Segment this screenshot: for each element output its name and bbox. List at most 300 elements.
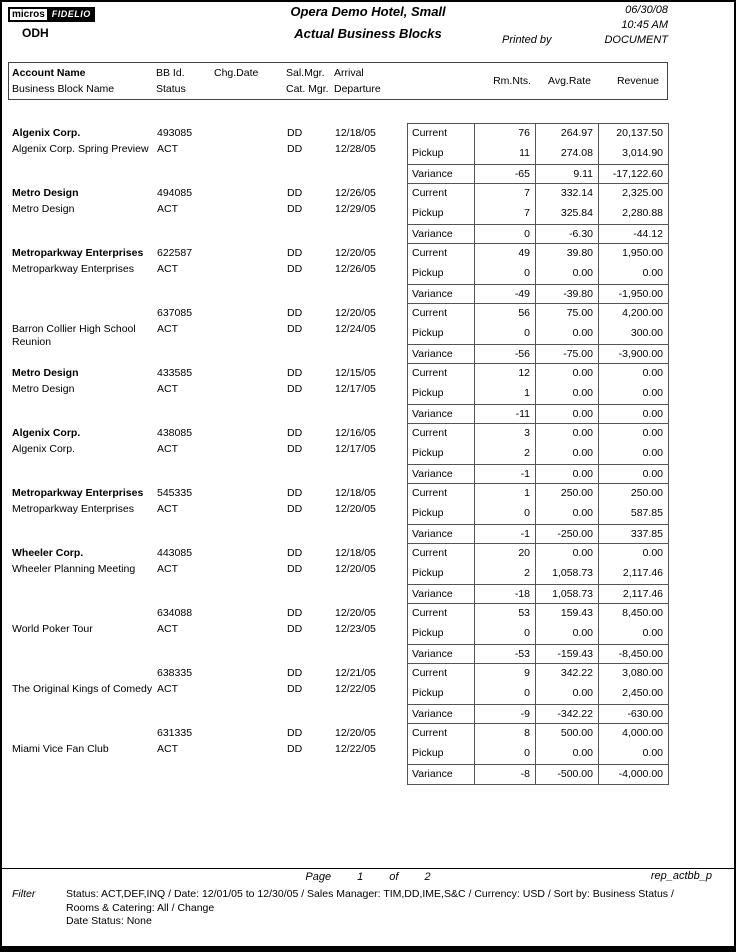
cat-mgr: DD xyxy=(287,383,303,395)
business-block-row xyxy=(8,483,670,543)
sal-mgr: DD xyxy=(287,307,303,319)
column-header-box xyxy=(8,62,668,100)
variance-row xyxy=(408,524,668,544)
current-avg-rate: 342.22 xyxy=(535,664,598,684)
current-label: Current xyxy=(412,547,448,559)
cat-mgr: DD xyxy=(287,503,303,515)
sal-mgr: DD xyxy=(287,607,303,619)
business-block-row xyxy=(8,363,670,423)
block-figures-table xyxy=(407,243,669,304)
block-figures-table xyxy=(407,663,669,724)
business-block-row xyxy=(8,603,670,663)
account-name: Wheeler Corp. xyxy=(12,547,84,559)
bb-id: 631335 xyxy=(157,727,193,739)
departure-date: 12/28/05 xyxy=(335,143,376,155)
variance-row xyxy=(408,644,668,664)
current-room-nights: 3 xyxy=(474,424,535,444)
current-row xyxy=(408,304,668,324)
current-revenue: 2,325.00 xyxy=(598,184,668,204)
variance-row xyxy=(408,464,668,484)
printed-by-value: DOCUMENT xyxy=(604,34,668,46)
arrival-date: 12/15/05 xyxy=(335,367,376,379)
page-total: 2 xyxy=(424,871,431,883)
bb-id: 634088 xyxy=(157,607,193,619)
current-avg-rate: 264.97 xyxy=(535,124,598,144)
page-info xyxy=(2,871,734,883)
pickup-avg-rate: 325.84 xyxy=(535,204,598,224)
pickup-row xyxy=(408,564,668,584)
current-room-nights: 56 xyxy=(474,304,535,324)
pickup-label: Pickup xyxy=(412,627,444,639)
arrival-date: 12/20/05 xyxy=(335,607,376,619)
bb-id: 438085 xyxy=(157,427,193,439)
property-code: ODH xyxy=(22,26,49,40)
departure-date: 12/20/05 xyxy=(335,563,376,575)
account-name: Metro Design xyxy=(12,367,79,379)
pickup-room-nights: 11 xyxy=(474,144,535,164)
bb-id: 545335 xyxy=(157,487,193,499)
variance-avg-rate: 1,058.73 xyxy=(535,585,598,604)
variance-revenue: -8,450.00 xyxy=(598,645,668,664)
pickup-avg-rate: 1,058.73 xyxy=(535,564,598,584)
pickup-label: Pickup xyxy=(412,387,444,399)
pickup-row xyxy=(408,204,668,224)
current-avg-rate: 0.00 xyxy=(535,364,598,384)
status: ACT xyxy=(157,683,178,695)
page-number: 1 xyxy=(357,871,364,883)
pickup-avg-rate: 0.00 xyxy=(535,504,598,524)
block-figures-table xyxy=(407,543,669,604)
pickup-label: Pickup xyxy=(412,267,444,279)
departure-date: 12/17/05 xyxy=(335,443,376,455)
pickup-avg-rate: 0.00 xyxy=(535,744,598,764)
account-name: Metroparkway Enterprises xyxy=(12,247,144,259)
departure-date: 12/17/05 xyxy=(335,383,376,395)
arrival-date: 12/26/05 xyxy=(335,187,376,199)
business-block-row xyxy=(8,543,670,603)
current-row xyxy=(408,724,668,744)
pickup-revenue: 3,014.90 xyxy=(598,144,668,164)
current-revenue: 0.00 xyxy=(598,424,668,444)
current-room-nights: 49 xyxy=(474,244,535,264)
col-bb-id: BB Id. xyxy=(156,67,185,79)
footer-divider xyxy=(2,868,734,869)
variance-label: Variance xyxy=(412,768,453,780)
page-of-label: of xyxy=(389,871,399,883)
bb-id: 637085 xyxy=(157,307,193,319)
col-cat-mgr: Cat. Mgr. xyxy=(286,83,329,95)
pickup-room-nights: 1 xyxy=(474,384,535,404)
pickup-row xyxy=(408,264,668,284)
pickup-label: Pickup xyxy=(412,147,444,159)
status: ACT xyxy=(157,263,178,275)
bb-id: 622587 xyxy=(157,247,193,259)
status: ACT xyxy=(157,143,178,155)
bb-id: 493085 xyxy=(157,127,193,139)
current-avg-rate: 332.14 xyxy=(535,184,598,204)
cat-mgr: DD xyxy=(287,743,303,755)
variance-room-nights: -56 xyxy=(474,345,535,364)
sal-mgr: DD xyxy=(287,667,303,679)
current-room-nights: 8 xyxy=(474,724,535,744)
filter-line-2: Date Status: None xyxy=(66,915,152,927)
hotel-name: Opera Demo Hotel, Small xyxy=(290,4,446,19)
cat-mgr: DD xyxy=(287,563,303,575)
variance-room-nights: -18 xyxy=(474,585,535,604)
pickup-avg-rate: 0.00 xyxy=(535,264,598,284)
variance-label: Variance xyxy=(412,588,453,600)
page-label: Page xyxy=(305,871,332,883)
business-block-name: The Original Kings of Comedy xyxy=(12,683,153,695)
current-room-nights: 20 xyxy=(474,544,535,564)
sal-mgr: DD xyxy=(287,487,303,499)
pickup-avg-rate: 0.00 xyxy=(535,444,598,464)
variance-room-nights: -49 xyxy=(474,285,535,304)
current-label: Current xyxy=(412,247,448,259)
current-avg-rate: 0.00 xyxy=(535,424,598,444)
col-arrival: Arrival xyxy=(334,67,364,79)
pickup-avg-rate: 0.00 xyxy=(535,324,598,344)
cat-mgr: DD xyxy=(287,683,303,695)
col-status: Status xyxy=(156,83,186,95)
variance-avg-rate: -250.00 xyxy=(535,525,598,544)
current-revenue: 0.00 xyxy=(598,544,668,564)
arrival-date: 12/21/05 xyxy=(335,667,376,679)
account-name: Algenix Corp. xyxy=(12,427,81,439)
pickup-avg-rate: 0.00 xyxy=(535,384,598,404)
variance-revenue: -630.00 xyxy=(598,705,668,724)
departure-date: 12/26/05 xyxy=(335,263,376,275)
variance-row xyxy=(408,164,668,184)
variance-label: Variance xyxy=(412,648,453,660)
variance-avg-rate: 0.00 xyxy=(535,465,598,484)
pickup-row xyxy=(408,504,668,524)
sal-mgr: DD xyxy=(287,247,303,259)
block-figures-table xyxy=(407,603,669,664)
current-revenue: 0.00 xyxy=(598,364,668,384)
account-name: Algenix Corp. xyxy=(12,127,81,139)
pickup-room-nights: 7 xyxy=(474,204,535,224)
col-departure: Departure xyxy=(334,83,381,95)
current-label: Current xyxy=(412,727,448,739)
variance-label: Variance xyxy=(412,348,453,360)
arrival-date: 12/20/05 xyxy=(335,247,376,259)
current-revenue: 1,950.00 xyxy=(598,244,668,264)
bb-id: 638335 xyxy=(157,667,193,679)
current-row xyxy=(408,484,668,504)
col-sal-mgr: Sal.Mgr. xyxy=(286,67,325,79)
cat-mgr: DD xyxy=(287,263,303,275)
account-name: Metroparkway Enterprises xyxy=(12,487,144,499)
variance-avg-rate: -75.00 xyxy=(535,345,598,364)
status: ACT xyxy=(157,563,178,575)
current-room-nights: 76 xyxy=(474,124,535,144)
variance-label: Variance xyxy=(412,708,453,720)
arrival-date: 12/20/05 xyxy=(335,307,376,319)
pickup-room-nights: 2 xyxy=(474,564,535,584)
arrival-date: 12/20/05 xyxy=(335,727,376,739)
departure-date: 12/22/05 xyxy=(335,683,376,695)
variance-row xyxy=(408,704,668,724)
variance-avg-rate: -159.43 xyxy=(535,645,598,664)
current-avg-rate: 0.00 xyxy=(535,544,598,564)
pickup-room-nights: 0 xyxy=(474,684,535,704)
filter-line-1: Status: ACT,DEF,INQ / Date: 12/01/05 to 12/30/05 / Sales Manager: TIM,DD,IME,S&C / Currency: USD / Sort by: Business Status / Rooms & Catering: All / Change xyxy=(66,888,674,914)
bb-id: 494085 xyxy=(157,187,193,199)
status: ACT xyxy=(157,443,178,455)
pickup-avg-rate: 0.00 xyxy=(535,684,598,704)
block-figures-table xyxy=(407,483,669,544)
block-figures-table xyxy=(407,363,669,424)
pickup-avg-rate: 274.08 xyxy=(535,144,598,164)
cat-mgr: DD xyxy=(287,443,303,455)
variance-avg-rate: -6.30 xyxy=(535,225,598,244)
business-block-row xyxy=(8,183,670,243)
block-figures-table xyxy=(407,183,669,244)
current-row xyxy=(408,664,668,684)
pickup-room-nights: 0 xyxy=(474,624,535,644)
departure-date: 12/23/05 xyxy=(335,623,376,635)
current-revenue: 20,137.50 xyxy=(598,124,668,144)
variance-revenue: 0.00 xyxy=(598,405,668,424)
current-row xyxy=(408,364,668,384)
business-block-name: Miami Vice Fan Club xyxy=(12,743,109,755)
status: ACT xyxy=(157,383,178,395)
cat-mgr: DD xyxy=(287,203,303,215)
col-account-name: Account Name xyxy=(12,67,86,79)
current-avg-rate: 75.00 xyxy=(535,304,598,324)
pickup-room-nights: 0 xyxy=(474,324,535,344)
variance-revenue: -4,000.00 xyxy=(598,765,668,784)
current-row xyxy=(408,244,668,264)
variance-row xyxy=(408,764,668,784)
block-figures-table xyxy=(407,303,669,364)
current-room-nights: 1 xyxy=(474,484,535,504)
bb-id: 443085 xyxy=(157,547,193,559)
pickup-row xyxy=(408,324,668,344)
report-blocks xyxy=(8,123,670,783)
variance-room-nights: -9 xyxy=(474,705,535,724)
departure-date: 12/20/05 xyxy=(335,503,376,515)
current-row xyxy=(408,544,668,564)
current-label: Current xyxy=(412,667,448,679)
pickup-label: Pickup xyxy=(412,687,444,699)
pickup-room-nights: 0 xyxy=(474,744,535,764)
variance-row xyxy=(408,284,668,304)
current-revenue: 8,450.00 xyxy=(598,604,668,624)
bb-id: 433585 xyxy=(157,367,193,379)
variance-row xyxy=(408,404,668,424)
variance-room-nights: -1 xyxy=(474,465,535,484)
arrival-date: 12/18/05 xyxy=(335,487,376,499)
variance-revenue: 0.00 xyxy=(598,465,668,484)
current-row xyxy=(408,424,668,444)
variance-row xyxy=(408,584,668,604)
current-label: Current xyxy=(412,307,448,319)
block-figures-table xyxy=(407,723,669,785)
variance-room-nights: -65 xyxy=(474,165,535,184)
variance-label: Variance xyxy=(412,468,453,480)
business-block-name: Algenix Corp. Spring Preview xyxy=(12,143,149,155)
variance-room-nights: -11 xyxy=(474,405,535,424)
cat-mgr: DD xyxy=(287,623,303,635)
pickup-room-nights: 2 xyxy=(474,444,535,464)
pickup-revenue: 0.00 xyxy=(598,624,668,644)
variance-label: Variance xyxy=(412,168,453,180)
business-block-row xyxy=(8,303,670,363)
pickup-label: Pickup xyxy=(412,207,444,219)
pickup-row xyxy=(408,144,668,164)
variance-label: Variance xyxy=(412,288,453,300)
variance-avg-rate: 0.00 xyxy=(535,405,598,424)
micros-logo-text: micros xyxy=(8,7,49,22)
pickup-room-nights: 0 xyxy=(474,264,535,284)
current-room-nights: 9 xyxy=(474,664,535,684)
arrival-date: 12/16/05 xyxy=(335,427,376,439)
pickup-revenue: 0.00 xyxy=(598,744,668,764)
current-label: Current xyxy=(412,127,448,139)
current-row xyxy=(408,184,668,204)
current-avg-rate: 159.43 xyxy=(535,604,598,624)
departure-date: 12/22/05 xyxy=(335,743,376,755)
variance-avg-rate: 9.11 xyxy=(535,165,598,184)
print-time: 10:45 AM xyxy=(621,19,668,31)
current-label: Current xyxy=(412,427,448,439)
current-revenue: 4,000.00 xyxy=(598,724,668,744)
variance-avg-rate: -342.22 xyxy=(535,705,598,724)
pickup-revenue: 0.00 xyxy=(598,384,668,404)
printed-by-label: Printed by xyxy=(502,34,552,46)
sal-mgr: DD xyxy=(287,367,303,379)
pickup-row xyxy=(408,684,668,704)
block-figures-table xyxy=(407,423,669,484)
current-avg-rate: 250.00 xyxy=(535,484,598,504)
status: ACT xyxy=(157,503,178,515)
current-label: Current xyxy=(412,187,448,199)
status: ACT xyxy=(157,323,178,335)
cat-mgr: DD xyxy=(287,323,303,335)
sal-mgr: DD xyxy=(287,547,303,559)
current-room-nights: 12 xyxy=(474,364,535,384)
col-room-nights: Rm.Nts. xyxy=(493,75,531,87)
sal-mgr: DD xyxy=(287,427,303,439)
block-figures-table xyxy=(407,123,669,184)
current-row xyxy=(408,124,668,144)
pickup-row xyxy=(408,444,668,464)
pickup-label: Pickup xyxy=(412,507,444,519)
pickup-label: Pickup xyxy=(412,447,444,459)
business-block-row xyxy=(8,123,670,183)
business-block-name: Algenix Corp. xyxy=(12,443,76,455)
current-room-nights: 7 xyxy=(474,184,535,204)
current-label: Current xyxy=(412,607,448,619)
business-block-row xyxy=(8,423,670,483)
pickup-revenue: 2,450.00 xyxy=(598,684,668,704)
current-label: Current xyxy=(412,367,448,379)
current-revenue: 4,200.00 xyxy=(598,304,668,324)
status: ACT xyxy=(157,743,178,755)
current-avg-rate: 39.80 xyxy=(535,244,598,264)
variance-avg-rate: -39.80 xyxy=(535,285,598,304)
business-block-name: World Poker Tour xyxy=(12,623,93,635)
sal-mgr: DD xyxy=(287,727,303,739)
business-block-name: Metro Design xyxy=(12,203,75,215)
filter-label: Filter xyxy=(12,888,36,900)
pickup-revenue: 2,117.46 xyxy=(598,564,668,584)
variance-room-nights: -8 xyxy=(474,765,535,784)
variance-label: Variance xyxy=(412,528,453,540)
current-room-nights: 53 xyxy=(474,604,535,624)
pickup-revenue: 0.00 xyxy=(598,264,668,284)
variance-revenue: -44.12 xyxy=(598,225,668,244)
pickup-room-nights: 0 xyxy=(474,504,535,524)
sal-mgr: DD xyxy=(287,187,303,199)
pickup-label: Pickup xyxy=(412,747,444,759)
pickup-revenue: 0.00 xyxy=(598,444,668,464)
col-chg-date: Chg.Date xyxy=(214,67,259,79)
report-title: Actual Business Blocks xyxy=(294,26,442,41)
departure-date: 12/29/05 xyxy=(335,203,376,215)
variance-label: Variance xyxy=(412,408,453,420)
pickup-label: Pickup xyxy=(412,327,444,339)
pickup-row xyxy=(408,384,668,404)
fidelio-logo-text: FIDELIO xyxy=(49,7,95,22)
current-revenue: 250.00 xyxy=(598,484,668,504)
variance-row xyxy=(408,224,668,244)
arrival-date: 12/18/05 xyxy=(335,547,376,559)
business-block-name: Metroparkway Enterprises xyxy=(12,503,134,515)
variance-room-nights: -1 xyxy=(474,525,535,544)
status: ACT xyxy=(157,203,178,215)
business-block-row xyxy=(8,243,670,303)
cat-mgr: DD xyxy=(287,143,303,155)
status: ACT xyxy=(157,623,178,635)
arrival-date: 12/18/05 xyxy=(335,127,376,139)
pickup-row xyxy=(408,744,668,764)
pickup-label: Pickup xyxy=(412,567,444,579)
filter-text xyxy=(66,888,680,929)
business-block-name: Metro Design xyxy=(12,383,75,395)
pickup-row xyxy=(408,624,668,644)
account-name: Metro Design xyxy=(12,187,79,199)
current-row xyxy=(408,604,668,624)
current-revenue: 3,080.00 xyxy=(598,664,668,684)
variance-avg-rate: -500.00 xyxy=(535,765,598,784)
variance-room-nights: -53 xyxy=(474,645,535,664)
col-business-block-name: Business Block Name xyxy=(12,83,115,95)
variance-revenue: 337.85 xyxy=(598,525,668,544)
business-block-name: Metroparkway Enterprises xyxy=(12,263,134,275)
current-label: Current xyxy=(412,487,448,499)
variance-revenue: 2,117.46 xyxy=(598,585,668,604)
report-id: rep_actbb_p xyxy=(650,870,712,882)
pickup-revenue: 2,280.88 xyxy=(598,204,668,224)
departure-date: 12/24/05 xyxy=(335,323,376,335)
variance-row xyxy=(408,344,668,364)
pickup-avg-rate: 0.00 xyxy=(535,624,598,644)
variance-label: Variance xyxy=(412,228,453,240)
print-date: 06/30/08 xyxy=(625,4,668,16)
pickup-revenue: 300.00 xyxy=(598,324,668,344)
pickup-revenue: 587.85 xyxy=(598,504,668,524)
col-avg-rate: Avg.Rate xyxy=(548,75,591,87)
col-revenue: Revenue xyxy=(616,75,659,87)
current-avg-rate: 500.00 xyxy=(535,724,598,744)
business-block-row xyxy=(8,723,670,783)
variance-revenue: -1,950.00 xyxy=(598,285,668,304)
variance-revenue: -17,122.60 xyxy=(598,165,668,184)
variance-revenue: -3,900.00 xyxy=(598,345,668,364)
